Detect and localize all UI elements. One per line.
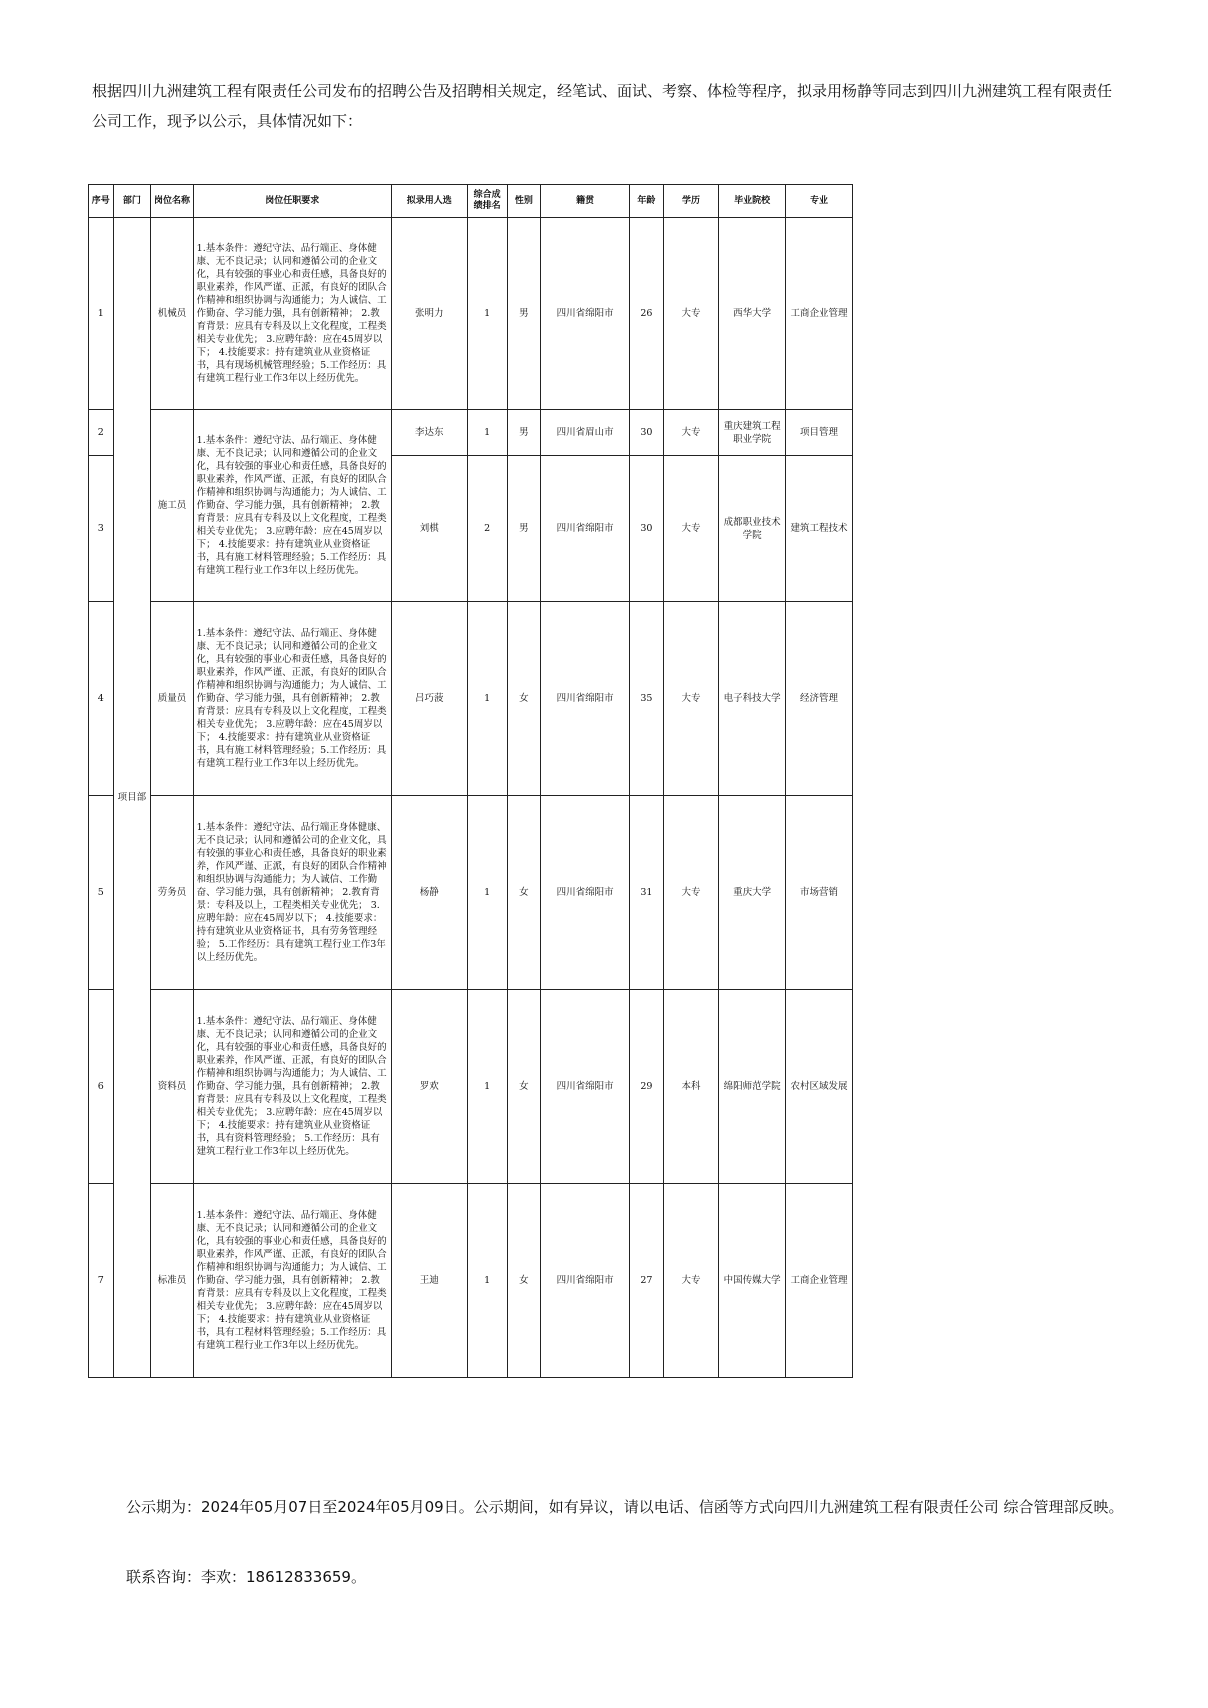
cell-seq: 3 (89, 456, 114, 602)
cell-major: 市场营销 (786, 796, 853, 990)
header-age: 年龄 (630, 185, 663, 218)
intro-paragraph: 根据四川九洲建筑工程有限责任公司发布的招聘公告及招聘相关规定，经笔试、面试、考察、体检等程序，拟录用杨静等同志到四川九洲建筑工程有限责任公司工作，现予以公示，具体情况如下： (92, 82, 1113, 130)
cell-education: 大专 (663, 1184, 719, 1378)
cell-gender: 男 (507, 218, 540, 410)
cell-origin: 四川省绵阳市 (541, 218, 630, 410)
cell-requirements: 1.基本条件：遵纪守法、品行端正、身体健康、无不良记录；认同和遵循公司的企业文化，具有较强的事业心和责任感，具备良好的职业素养，作风严谨、正派，有良好的团队合作精神和组织协调与沟通能力；为人诚信、工作勤奋、学习能力强，具有创新精神； 2.教育背景：应具有专科及以上文化程度，工程类相关专业优先； 3.应聘年龄：应在45周岁以下； 4.技能要求：持有建筑业从业资格证书，具有工程材料管理经验；5.工作经历：具有建筑工程行业工作3年以上经历优先。 (193, 1184, 391, 1378)
header-school: 毕业院校 (719, 185, 786, 218)
cell-gender: 男 (507, 410, 540, 456)
header-gender: 性别 (507, 185, 540, 218)
cell-age: 29 (630, 990, 663, 1184)
cell-candidate: 杨静 (391, 796, 467, 990)
cell-position: 标准员 (151, 1184, 193, 1378)
table-row (89, 602, 853, 796)
header-candidate: 拟录用人选 (391, 185, 467, 218)
cell-age: 35 (630, 602, 663, 796)
cell-candidate: 吕巧菠 (391, 602, 467, 796)
cell-requirements: 1.基本条件：遵纪守法、品行端正、身体健康、无不良记录；认同和遵循公司的企业文化，具有较强的事业心和责任感，具备良好的职业素养，作风严谨、正派，有良好的团队合作精神和组织协调与沟通能力；为人诚信、工作勤奋、学习能力强，具有创新精神； 2.教育背景：应具有专科及以上文化程度，工程类相关专业优先； 3.应聘年龄：应在45周岁以下； 4.技能要求：持有建筑业从业资格证书，具有资料管理经验； 5.工作经历：具有建筑工程行业工作3年以上经历优先。 (193, 990, 391, 1184)
cell-origin: 四川省绵阳市 (541, 796, 630, 990)
cell-school: 西华大学 (719, 218, 786, 410)
cell-rank: 1 (467, 1184, 507, 1378)
cell-position: 质量员 (151, 602, 193, 796)
cell-rank: 2 (467, 456, 507, 602)
candidate-table (88, 184, 853, 1378)
cell-major: 工商企业管理 (786, 218, 853, 410)
cell-age: 30 (630, 456, 663, 602)
cell-age: 31 (630, 796, 663, 990)
cell-seq: 5 (89, 796, 114, 990)
cell-major: 项目管理 (786, 410, 853, 456)
cell-position: 劳务员 (151, 796, 193, 990)
cell-candidate: 罗欢 (391, 990, 467, 1184)
cell-education: 大专 (663, 456, 719, 602)
cell-rank: 1 (467, 410, 507, 456)
cell-rank: 1 (467, 990, 507, 1184)
cell-education: 大专 (663, 796, 719, 990)
cell-requirements: 1.基本条件：遵纪守法、品行端正身体健康、无不良记录；认同和遵循公司的企业文化，具有较强的事业心和责任感，具备良好的职业素养，作风严谨、正派，有良好的团队合作精神和组织协调与沟通能力；为人诚信、工作勤奋、学习能力强，具有创新精神； 2.教育背景：专科及以上，工程类相关专业优先； 3.应聘年龄：应在45周岁以下； 4.技能要求：持有建筑业从业资格证书，具有劳务管理经验； 5.工作经历：具有建筑工程行业工作3年以上经历优先。 (193, 796, 391, 990)
cell-school: 成都职业技术学院 (719, 456, 786, 602)
cell-school: 中国传媒大学 (719, 1184, 786, 1378)
cell-education: 大专 (663, 218, 719, 410)
cell-origin: 四川省绵阳市 (541, 990, 630, 1184)
header-education: 学历 (663, 185, 719, 218)
cell-seq: 6 (89, 990, 114, 1184)
cell-origin: 四川省眉山市 (541, 410, 630, 456)
cell-position: 资料员 (151, 990, 193, 1184)
cell-seq: 1 (89, 218, 114, 410)
cell-candidate: 张明力 (391, 218, 467, 410)
cell-gender: 女 (507, 602, 540, 796)
cell-major: 经济管理 (786, 602, 853, 796)
cell-position: 施工员 (151, 410, 193, 602)
cell-seq: 7 (89, 1184, 114, 1378)
table-row (89, 990, 853, 1184)
cell-origin: 四川省绵阳市 (541, 456, 630, 602)
cell-age: 26 (630, 218, 663, 410)
cell-requirements: 1.基本条件：遵纪守法、品行端正、身体健康、无不良记录；认同和遵循公司的企业文化，具有较强的事业心和责任感，具备良好的职业素养，作风严谨、正派，有良好的团队合作精神和组织协调与沟通能力；为人诚信、工作勤奋、学习能力强，具有创新精神； 2.教育背景：应具有专科及以上文化程度，工程类相关专业优先； 3.应聘年龄：应在45周岁以下； 4.技能要求：持有建筑业从业资格证书，具有现场机械管理经验；5.工作经历：具有建筑工程行业工作3年以上经历优先。 (193, 218, 391, 410)
table-row (89, 410, 853, 456)
cell-candidate: 刘棋 (391, 456, 467, 602)
cell-candidate: 李达东 (391, 410, 467, 456)
header-dept: 部门 (113, 185, 151, 218)
table-row (89, 218, 853, 410)
cell-education: 本科 (663, 990, 719, 1184)
cell-school: 绵阳师范学院 (719, 990, 786, 1184)
cell-department: 项目部 (113, 218, 151, 1378)
cell-gender: 女 (507, 796, 540, 990)
cell-school: 重庆大学 (719, 796, 786, 990)
header-requirements: 岗位任职要求 (193, 185, 391, 218)
cell-position: 机械员 (151, 218, 193, 410)
cell-age: 27 (630, 1184, 663, 1378)
cell-gender: 女 (507, 1184, 540, 1378)
header-rank: 综合成绩排名 (467, 185, 507, 218)
table-header-row (89, 185, 853, 218)
table-row (89, 796, 853, 990)
cell-origin: 四川省绵阳市 (541, 1184, 630, 1378)
cell-school: 电子科技大学 (719, 602, 786, 796)
cell-education: 大专 (663, 602, 719, 796)
cell-seq: 2 (89, 410, 114, 456)
cell-requirements: 1.基本条件：遵纪守法、品行端正、身体健康、无不良记录；认同和遵循公司的企业文化，具有较强的事业心和责任感，具备良好的职业素养，作风严谨、正派，有良好的团队合作精神和组织协调与沟通能力；为人诚信、工作勤奋、学习能力强，具有创新精神； 2.教育背景：应具有专科及以上文化程度，工程类相关专业优先； 3.应聘年龄：应在45周岁以下； 4.技能要求：持有建筑业从业资格证书，具有施工材料管理经验；5.工作经历：具有建筑工程行业工作3年以上经历优先。 (193, 602, 391, 796)
cell-rank: 1 (467, 218, 507, 410)
cell-major: 农村区域发展 (786, 990, 853, 1184)
header-major: 专业 (786, 185, 853, 218)
cell-origin: 四川省绵阳市 (541, 602, 630, 796)
cell-candidate: 王迪 (391, 1184, 467, 1378)
cell-gender: 女 (507, 990, 540, 1184)
cell-school: 重庆建筑工程职业学院 (719, 410, 786, 456)
cell-major: 建筑工程技术 (786, 456, 853, 602)
cell-seq: 4 (89, 602, 114, 796)
notice-paragraph: 公示期为：2024年05月07日至2024年05月09日。公示期间，如有异议，请以电话、信函等方式向四川九洲建筑工程有限责任公司 综合管理部反映。 (126, 1498, 1124, 1516)
table-row (89, 1184, 853, 1378)
header-position: 岗位名称 (151, 185, 193, 218)
cell-age: 30 (630, 410, 663, 456)
header-seq: 序号 (89, 185, 114, 218)
cell-requirements: 1.基本条件：遵纪守法、品行端正、身体健康、无不良记录；认同和遵循公司的企业文化，具有较强的事业心和责任感，具备良好的职业素养，作风严谨、正派，有良好的团队合作精神和组织协调与沟通能力；为人诚信、工作勤奋、学习能力强，具有创新精神； 2.教育背景：应具有专科及以上文化程度，工程类相关专业优先； 3.应聘年龄：应在45周岁以下； 4.技能要求：持有建筑业从业资格证书，具有施工材料管理经验；5.工作经历：具有建筑工程行业工作3年以上经历优先。 (193, 410, 391, 602)
cell-education: 大专 (663, 410, 719, 456)
header-origin: 籍贯 (541, 185, 630, 218)
cell-rank: 1 (467, 796, 507, 990)
cell-rank: 1 (467, 602, 507, 796)
contact-line: 联系咨询：李欢：18612833659。 (126, 1568, 366, 1586)
cell-gender: 男 (507, 456, 540, 602)
cell-major: 工商企业管理 (786, 1184, 853, 1378)
